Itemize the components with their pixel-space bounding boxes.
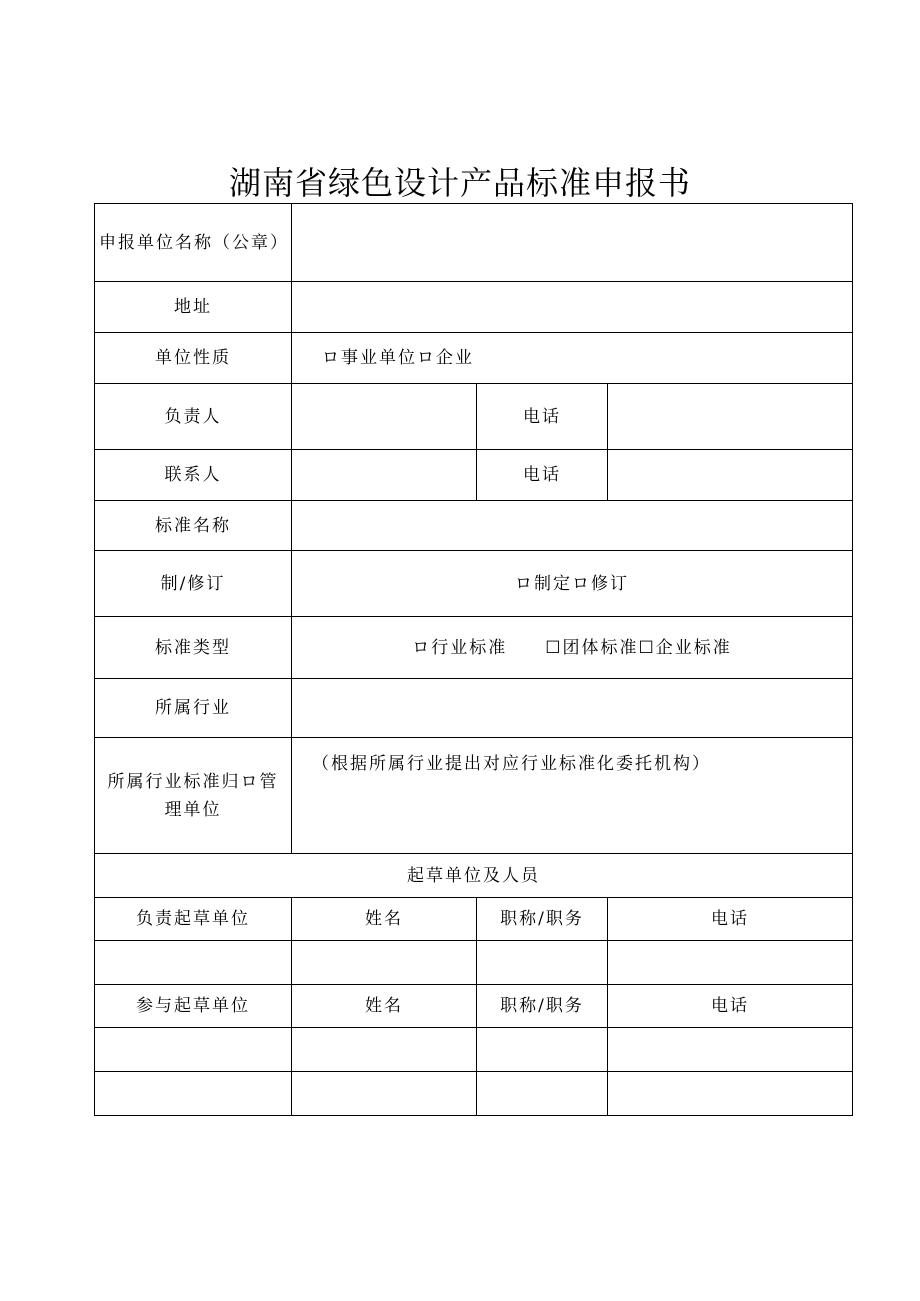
lead-phone-cell[interactable] xyxy=(608,941,853,985)
participant-title-cell[interactable] xyxy=(477,1028,608,1072)
unit-nature-label: 单位性质 xyxy=(95,333,292,384)
row-unit-nature xyxy=(95,333,853,384)
industry-authority-hint[interactable]: （根据所属行业提出对应行业标准化委托机构） xyxy=(292,738,853,854)
row-contact xyxy=(95,450,853,501)
lead-name-cell[interactable] xyxy=(292,941,477,985)
participant-title-cell[interactable] xyxy=(477,1072,608,1116)
row-industry xyxy=(95,679,853,738)
unit-nature-options[interactable]: ロ事业单位ロ企业 xyxy=(292,333,853,384)
person-in-charge-label: 负责人 xyxy=(95,384,292,450)
contact-label: 联系人 xyxy=(95,450,292,501)
drafting-section-title: 起草单位及人员 xyxy=(95,854,853,898)
row-make-revise xyxy=(95,551,853,617)
lead-drafting-unit-header: 负责起草单位 xyxy=(95,898,292,941)
row-participant-header xyxy=(95,985,853,1028)
contact-phone-label: 电话 xyxy=(477,450,608,501)
unit-name-label: 申报单位名称（公章） xyxy=(95,204,292,282)
participant-unit-cell[interactable] xyxy=(95,1072,292,1116)
participant-name-cell[interactable] xyxy=(292,1028,477,1072)
row-person-in-charge xyxy=(95,384,853,450)
participant-phone-cell[interactable] xyxy=(608,1028,853,1072)
row-standard-type xyxy=(95,617,853,679)
page-title: 湖南省绿色设计产品标准申报书 xyxy=(228,164,691,202)
participant-unit-header: 参与起草单位 xyxy=(95,985,292,1028)
lead-name-header: 姓名 xyxy=(292,898,477,941)
standard-name-label: 标准名称 xyxy=(95,501,292,551)
person-in-charge-phone-label: 电话 xyxy=(477,384,608,450)
standard-type-options[interactable] xyxy=(292,617,853,679)
application-form-table xyxy=(94,203,853,1116)
standard-name-field[interactable] xyxy=(292,501,853,551)
participant-unit-cell[interactable] xyxy=(95,1028,292,1072)
industry-label: 所属行业 xyxy=(95,679,292,738)
row-drafting-section-title xyxy=(95,854,853,898)
make-revise-options[interactable]: ロ制定ロ修订 xyxy=(292,551,853,617)
lead-phone-header: 电话 xyxy=(608,898,853,941)
row-standard-name xyxy=(95,501,853,551)
row-unit-name xyxy=(95,204,853,282)
address-label: 地址 xyxy=(95,282,292,333)
lead-title-cell[interactable] xyxy=(477,941,608,985)
row-lead-drafting-entry xyxy=(95,941,853,985)
standard-type-option-group-enterprise[interactable]: ☐团体标准☐企业标准 xyxy=(545,637,732,658)
standard-type-option-industry[interactable]: ロ行业标准 xyxy=(412,637,508,658)
person-in-charge-phone-field[interactable] xyxy=(608,384,853,450)
row-industry-authority xyxy=(95,738,853,854)
row-lead-drafting-header xyxy=(95,898,853,941)
participant-phone-cell[interactable] xyxy=(608,1072,853,1116)
standard-type-label: 标准类型 xyxy=(95,617,292,679)
unit-name-field[interactable] xyxy=(292,204,853,282)
contact-field[interactable] xyxy=(292,450,477,501)
row-participant-entry-2 xyxy=(95,1072,853,1116)
lead-unit-cell[interactable] xyxy=(95,941,292,985)
lead-title-header: 职称/职务 xyxy=(477,898,608,941)
contact-phone-field[interactable] xyxy=(608,450,853,501)
address-field[interactable] xyxy=(292,282,853,333)
person-in-charge-field[interactable] xyxy=(292,384,477,450)
industry-authority-label: 所属行业标准归ロ管理单位 xyxy=(95,738,292,854)
participant-title-header: 职称/职务 xyxy=(477,985,608,1028)
row-participant-entry-1 xyxy=(95,1028,853,1072)
row-address xyxy=(95,282,853,333)
participant-name-cell[interactable] xyxy=(292,1072,477,1116)
participant-phone-header: 电话 xyxy=(608,985,853,1028)
make-revise-label: 制/修订 xyxy=(95,551,292,617)
participant-name-header: 姓名 xyxy=(292,985,477,1028)
industry-field[interactable] xyxy=(292,679,853,738)
